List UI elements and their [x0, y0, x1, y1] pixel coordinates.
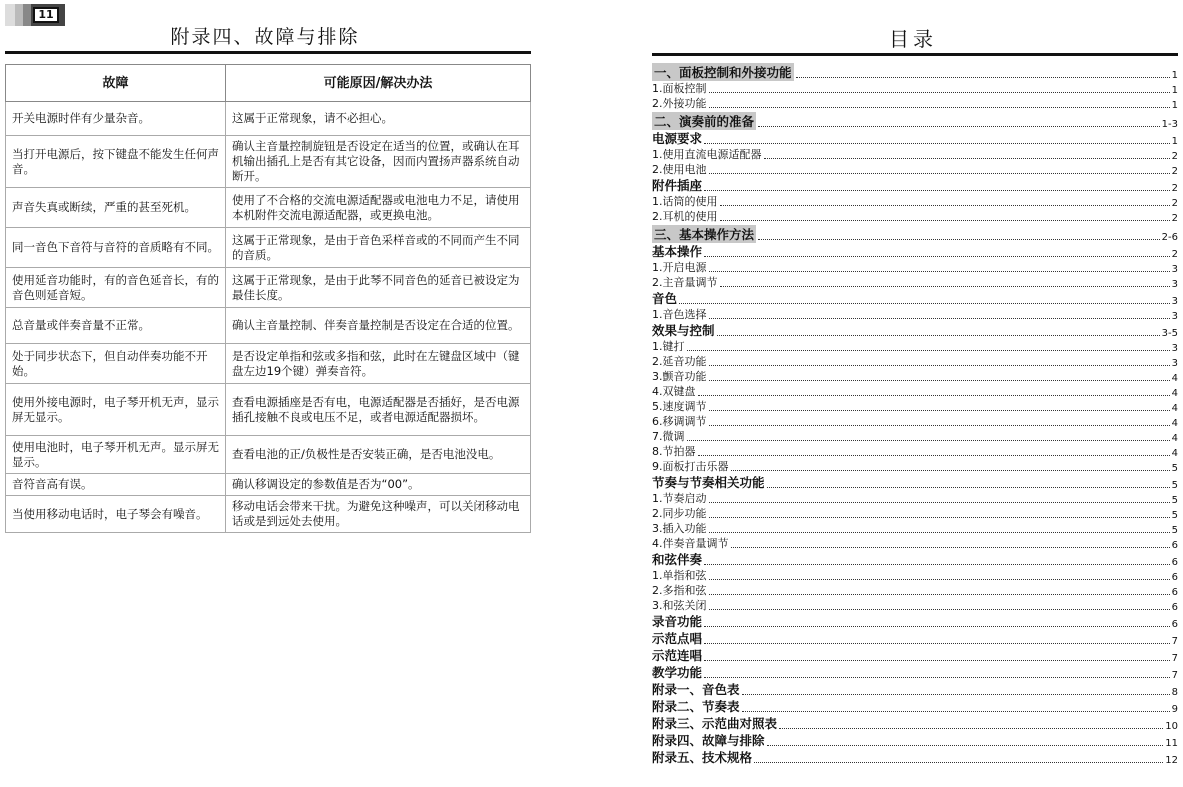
toc-entry[interactable]	[652, 749, 1178, 766]
toc-entry-page: 3	[1171, 358, 1178, 369]
toc-leader-dots	[709, 609, 1170, 610]
toc-leader-dots	[742, 694, 1170, 695]
toc-leader-dots	[704, 677, 1170, 678]
toc-entry[interactable]	[652, 506, 1178, 521]
appendix-title: 附录四、故障与排除	[170, 26, 360, 48]
toc-entry[interactable]	[652, 399, 1178, 414]
fault-cell: 开关电源时伴有少量杂音。	[6, 102, 226, 136]
toc-leader-dots	[704, 564, 1170, 565]
toc-entry[interactable]	[652, 290, 1178, 307]
toc-entry[interactable]	[652, 275, 1178, 290]
toc-entry[interactable]	[652, 96, 1178, 111]
table-header-row	[6, 65, 531, 102]
header-fault: 故障	[6, 65, 226, 102]
toc-entry-page: 6	[1171, 557, 1178, 568]
fault-cell: 使用外接电源时，电子琴开机无声，显示屏无显示。	[6, 384, 226, 436]
toc-entry-label: 1.节奏启动	[652, 492, 707, 505]
fault-cell: 总音量或伴奏音量不正常。	[6, 308, 226, 344]
toc-entry-label: 5.速度调节	[652, 400, 707, 413]
toc-entry-page: 6	[1171, 587, 1178, 598]
table-row	[6, 344, 531, 384]
table-row	[6, 308, 531, 344]
toc-leader-dots	[717, 335, 1160, 336]
solution-cell: 是否设定单指和弦或多指和弦，此时在左键盘区域中（键盘左边19个键）弹奏音符。	[226, 344, 531, 384]
toc-entry[interactable]	[652, 474, 1178, 491]
toc-entry-label: 2.同步功能	[652, 507, 707, 520]
toc-entry[interactable]	[652, 62, 1178, 81]
toc-leader-dots	[687, 440, 1170, 441]
toc-entry-label: 4.伴奏音量调节	[652, 537, 729, 550]
toc-entry-label: 录音功能	[652, 614, 703, 629]
toc-entry-label: 音色	[652, 291, 678, 306]
toc-entry-label: 1.音色选择	[652, 308, 707, 321]
toc-leader-dots	[709, 271, 1170, 272]
toc-leader-dots	[698, 395, 1170, 396]
fault-cell: 处于同步状态下，但自动伴奏功能不开始。	[6, 344, 226, 384]
toc-leader-dots	[720, 205, 1170, 206]
toc-entry-label: 2.多指和弦	[652, 584, 707, 597]
toc-entry-label: 附录一、音色表	[652, 682, 740, 697]
toc-leader-dots	[704, 256, 1170, 257]
table-row	[6, 228, 531, 268]
toc-entry-page: 2	[1171, 249, 1178, 260]
toc-entry-page: 9	[1171, 704, 1178, 715]
table-row	[6, 188, 531, 228]
toc-entry-label: 附录二、节奏表	[652, 699, 740, 714]
toc-entry[interactable]	[652, 536, 1178, 551]
toc-leader-dots	[709, 318, 1170, 319]
toc-entry-label: 7.微调	[652, 430, 685, 443]
toc-entry[interactable]	[652, 598, 1178, 613]
toc-entry[interactable]	[652, 664, 1178, 681]
toc-entry-label: 3.颤音功能	[652, 370, 707, 383]
solution-cell: 确认主音量控制旋钮是否设定在适当的位置，或确认在耳机输出插孔上是否有其它设备，因而内置扬声器系统自动断开。	[226, 136, 531, 188]
toc-leader-dots	[704, 660, 1170, 661]
toc-entry-page: 1	[1171, 70, 1178, 81]
toc-leader-dots	[731, 547, 1170, 548]
toc-leader-dots	[709, 410, 1170, 411]
toc-entry-page: 5	[1171, 510, 1178, 521]
toc-entry-page: 2	[1171, 151, 1178, 162]
toc-entry-page: 7	[1171, 653, 1178, 664]
toc-entry[interactable]	[652, 224, 1178, 243]
solution-cell: 查看电池的正/负极性是否安装正确，是否电池没电。	[226, 436, 531, 474]
toc-leader-dots	[796, 77, 1170, 78]
solution-cell: 这属于正常现象，是由于此琴不同音色的延音已被设定为最佳长度。	[226, 268, 531, 308]
toc-entry-label: 3.插入功能	[652, 522, 707, 535]
toc-entry-page: 4	[1171, 403, 1178, 414]
toc-entry-label: 8.节拍器	[652, 445, 696, 458]
toc-entry[interactable]	[652, 551, 1178, 568]
toc-entry[interactable]	[652, 681, 1178, 698]
toc-entry[interactable]	[652, 130, 1178, 147]
toc-leader-dots	[709, 425, 1170, 426]
solution-cell: 查看电源插座是否有电，电源适配器是否插好，是否电源插孔接触不良或电压不足，或者电源适配器损坏。	[226, 384, 531, 436]
toc-entry[interactable]	[652, 339, 1178, 354]
toc-leader-dots	[709, 532, 1170, 533]
toc-entry-page: 12	[1165, 755, 1178, 766]
table-row	[6, 102, 531, 136]
toc-entry[interactable]	[652, 647, 1178, 664]
toc-entry-label: 附录四、故障与排除	[652, 733, 765, 748]
toc-entry[interactable]	[652, 613, 1178, 630]
solution-cell: 移动电话会带来干扰。为避免这种噪声，可以关闭移动电话或是到远处去使用。	[226, 496, 531, 533]
toc-leader-dots	[742, 711, 1170, 712]
toc-entry[interactable]	[652, 414, 1178, 429]
toc-entry[interactable]	[652, 732, 1178, 749]
toc-leader-dots	[754, 762, 1163, 763]
toc-entry-page: 7	[1171, 670, 1178, 681]
table-row	[6, 268, 531, 308]
toc-entry[interactable]	[652, 384, 1178, 399]
toc-entry-page: 8	[1171, 687, 1178, 698]
toc-entry-page: 3	[1171, 296, 1178, 307]
solution-cell: 确认移调设定的参数值是否为“00”。	[226, 474, 531, 496]
toc-leader-dots	[764, 158, 1170, 159]
toc-leader-dots	[704, 626, 1170, 627]
toc-entry-page: 3	[1171, 311, 1178, 322]
solution-cell: 这属于正常现象，请不必担心。	[226, 102, 531, 136]
toc-entry-page: 2	[1171, 213, 1178, 224]
toc-entry[interactable]	[652, 429, 1178, 444]
toc-entry-label: 2.使用电池	[652, 163, 707, 176]
toc-title: 目录	[889, 27, 937, 51]
toc-entry-label: 附录五、技术规格	[652, 750, 753, 765]
toc-entry[interactable]	[652, 459, 1178, 474]
toc-entry-page: 7	[1171, 636, 1178, 647]
toc-entry-label: 三、基本操作方法	[654, 227, 755, 242]
toc-entry-label: 节奏与节奏相关功能	[652, 475, 765, 490]
toc-entry-label: 教学功能	[652, 665, 703, 680]
toc-entry-label: 6.移调调节	[652, 415, 707, 428]
toc-leader-dots	[758, 239, 1160, 240]
toc-entry-label: 1.单指和弦	[652, 569, 707, 582]
toc-leader-dots	[709, 107, 1170, 108]
toc-entry-page: 2	[1171, 198, 1178, 209]
toc-entry-page: 3	[1171, 343, 1178, 354]
toc-leader-dots	[709, 579, 1170, 580]
toc-entry-label: 附录三、示范曲对照表	[652, 716, 778, 731]
toc-leader-dots	[709, 517, 1170, 518]
table-row	[6, 136, 531, 188]
toc-leader-dots	[679, 303, 1170, 304]
toc-entry-page: 1-3	[1161, 119, 1178, 130]
troubleshooting-table	[5, 64, 531, 533]
fault-cell: 使用延音功能时，有的音色延音长，有的音色则延音短。	[6, 268, 226, 308]
toc-entry-page: 3	[1171, 279, 1178, 290]
toc-entry[interactable]	[652, 177, 1178, 194]
toc-leader-dots	[687, 350, 1170, 351]
toc-entry-label: 和弦伴奏	[652, 552, 703, 567]
page-number: 11	[33, 7, 59, 23]
toc-leader-dots	[720, 286, 1170, 287]
toc-entry[interactable]	[652, 209, 1178, 224]
toc-entry[interactable]	[652, 354, 1178, 369]
toc-entry-page: 4	[1171, 418, 1178, 429]
table-row	[6, 384, 531, 436]
toc-rule	[652, 53, 1178, 56]
toc-entry-label: 附件插座	[652, 178, 703, 193]
toc-entry-page: 4	[1171, 373, 1178, 384]
toc-leader-dots	[709, 92, 1170, 93]
toc-leader-dots	[767, 487, 1170, 488]
toc-entry-page: 5	[1171, 463, 1178, 474]
toc-entry[interactable]	[652, 322, 1178, 339]
toc-leader-dots	[779, 728, 1163, 729]
toc-entry[interactable]	[652, 698, 1178, 715]
toc-entry-label: 9.面板打击乐器	[652, 460, 729, 473]
page-number-badge	[5, 4, 65, 26]
toc-entry-label: 示范点唱	[652, 631, 703, 646]
toc-entry-label: 示范连唱	[652, 648, 703, 663]
toc-entry-label: 2.外接功能	[652, 97, 707, 110]
toc-entry-page: 5	[1171, 480, 1178, 491]
toc-entry-page: 2-6	[1161, 232, 1178, 243]
toc-entry-page: 4	[1171, 433, 1178, 444]
header-solution: 可能原因/解决办法	[226, 65, 531, 102]
toc-entry[interactable]	[652, 369, 1178, 384]
toc-entry-page: 10	[1165, 721, 1178, 732]
toc-leader-dots	[709, 502, 1170, 503]
toc-entry-label: 一、面板控制和外接功能	[654, 65, 792, 80]
toc-entry[interactable]	[652, 715, 1178, 732]
toc-leader-dots	[720, 220, 1170, 221]
toc-entry-label: 4.双键盘	[652, 385, 696, 398]
toc-entry[interactable]	[652, 491, 1178, 506]
toc-entry-label: 2.延音功能	[652, 355, 707, 368]
toc-entry-page: 6	[1171, 619, 1178, 630]
toc-entry-label: 效果与控制	[652, 323, 715, 338]
toc-entry[interactable]	[652, 260, 1178, 275]
toc-leader-dots	[709, 594, 1170, 595]
toc-leader-dots	[704, 143, 1170, 144]
toc-entry[interactable]	[652, 147, 1178, 162]
fault-cell: 音符音高有误。	[6, 474, 226, 496]
solution-cell: 这属于正常现象，是由于音色采样音或的不同而产生不同的音质。	[226, 228, 531, 268]
toc-entry-page: 11	[1165, 738, 1178, 749]
title-rule	[5, 51, 531, 54]
fault-cell: 声音失真或断续，严重的甚至死机。	[6, 188, 226, 228]
toc-entry-page: 6	[1171, 602, 1178, 613]
fault-cell: 使用电池时，电子琴开机无声。显示屏无显示。	[6, 436, 226, 474]
toc-leader-dots	[758, 126, 1160, 127]
fault-cell: 当使用移动电话时，电子琴会有噪音。	[6, 496, 226, 533]
table-row	[6, 496, 531, 533]
toc-entry[interactable]	[652, 81, 1178, 96]
toc-entry[interactable]	[652, 521, 1178, 536]
solution-cell: 使用了不合格的交流电源适配器或电池电力不足，请使用本机附件交流电源适配器，或更换电池。	[226, 188, 531, 228]
toc-entry-label: 3.和弦关闭	[652, 599, 707, 612]
fault-cell: 当打开电源后，按下键盘不能发生任何声音。	[6, 136, 226, 188]
toc-entry[interactable]	[652, 162, 1178, 177]
toc-entry-page: 4	[1171, 448, 1178, 459]
toc-entry[interactable]	[652, 568, 1178, 583]
solution-cell: 确认主音量控制、伴奏音量控制是否设定在合适的位置。	[226, 308, 531, 344]
toc-entry-label: 1.键打	[652, 340, 685, 353]
toc-entry-page: 2	[1171, 183, 1178, 194]
toc-leader-dots	[709, 173, 1170, 174]
toc-entry[interactable]	[652, 444, 1178, 459]
toc-entry-page: 3-5	[1161, 328, 1178, 339]
toc-leader-dots	[709, 380, 1170, 381]
toc-entry-page: 3	[1171, 264, 1178, 275]
toc-entry-label: 电源要求	[652, 131, 703, 146]
toc-entry-page: 4	[1171, 388, 1178, 399]
toc-entry-page: 2	[1171, 166, 1178, 177]
toc-leader-dots	[698, 455, 1170, 456]
toc-entry-label: 2.主音量调节	[652, 276, 718, 289]
toc-entry-page: 6	[1171, 540, 1178, 551]
toc-entry-label: 1.使用直流电源适配器	[652, 148, 762, 161]
toc-entry-page: 5	[1171, 495, 1178, 506]
toc-entry-page: 1	[1171, 136, 1178, 147]
toc-entry-label: 1.开启电源	[652, 261, 707, 274]
toc-entry-label: 1.面板控制	[652, 82, 707, 95]
table-row	[6, 474, 531, 496]
toc-entry-page: 1	[1171, 85, 1178, 96]
toc-leader-dots	[731, 470, 1170, 471]
toc-entry-label: 二、演奏前的准备	[654, 114, 755, 129]
toc-entry-label: 1.话筒的使用	[652, 195, 718, 208]
toc-leader-dots	[704, 190, 1170, 191]
toc-entry[interactable]	[652, 583, 1178, 598]
toc-entry-label: 2.耳机的使用	[652, 210, 718, 223]
toc-entry[interactable]	[652, 307, 1178, 322]
toc-entry[interactable]	[652, 194, 1178, 209]
toc-entry-label: 基本操作	[652, 244, 703, 259]
toc-leader-dots	[709, 365, 1170, 366]
toc-entry-page: 1	[1171, 100, 1178, 111]
toc-entry-page: 5	[1171, 525, 1178, 536]
toc-entry[interactable]	[652, 111, 1178, 130]
toc-leader-dots	[767, 745, 1164, 746]
toc-entry[interactable]	[652, 243, 1178, 260]
toc-entry[interactable]	[652, 630, 1178, 647]
fault-cell: 同一音色下音符与音符的音质略有不同。	[6, 228, 226, 268]
toc-leader-dots	[704, 643, 1170, 644]
toc-entry-page: 6	[1171, 572, 1178, 583]
table-row	[6, 436, 531, 474]
